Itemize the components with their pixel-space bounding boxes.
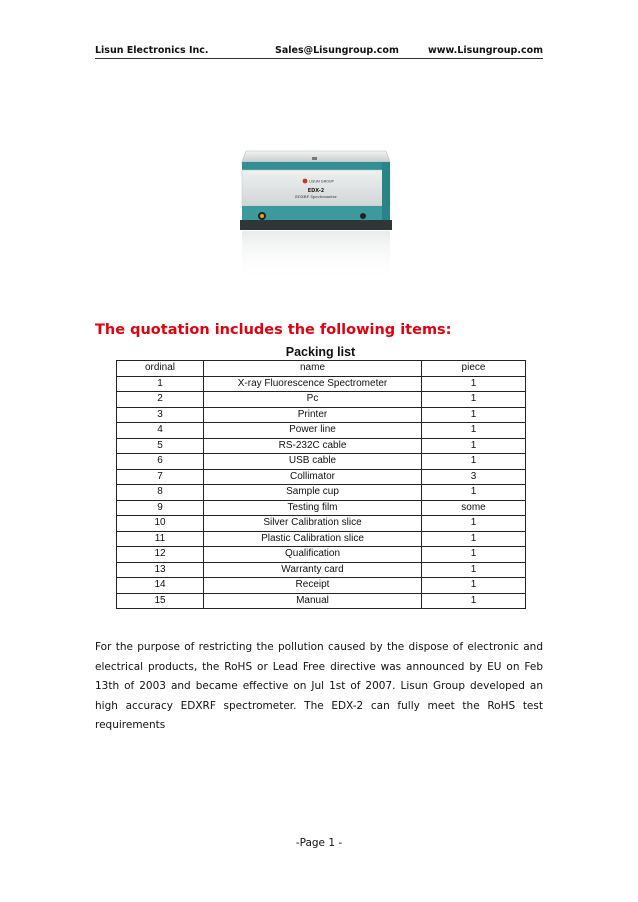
cell-name: Pc <box>204 392 422 408</box>
cell-piece: 1 <box>422 376 526 392</box>
section-title: The quotation includes the following items: <box>95 322 452 338</box>
floor-reflection <box>242 231 390 281</box>
cell-piece: 1 <box>422 578 526 594</box>
table-header-row <box>117 361 526 377</box>
spectrometer-base <box>240 220 392 230</box>
page-header <box>95 44 543 59</box>
cell-piece: 1 <box>422 392 526 408</box>
cell-name: Collimator <box>204 469 422 485</box>
cell-ordinal: 7 <box>117 469 204 485</box>
cell-piece: 1 <box>422 531 526 547</box>
cell-ordinal: 10 <box>117 516 204 532</box>
model-label: EDX-2 <box>307 188 325 194</box>
header-company: Lisun Electronics Inc. <box>95 45 209 56</box>
table-row <box>117 438 526 454</box>
table-row <box>117 593 526 609</box>
cell-name: Power line <box>204 423 422 439</box>
table-row <box>117 423 526 439</box>
cell-piece: 3 <box>422 469 526 485</box>
table-row <box>117 547 526 563</box>
packing-list-table <box>116 360 526 609</box>
table-row <box>117 407 526 423</box>
table-row <box>117 516 526 532</box>
cell-piece: 1 <box>422 562 526 578</box>
teal-band <box>242 162 390 170</box>
cell-name: Silver Calibration slice <box>204 516 422 532</box>
cell-name: Manual <box>204 593 422 609</box>
type-label: EDXRF Spectrometer <box>295 194 337 199</box>
cell-piece: 1 <box>422 593 526 609</box>
cell-ordinal: 3 <box>117 407 204 423</box>
cell-ordinal: 13 <box>117 562 204 578</box>
table-row <box>117 562 526 578</box>
product-image-edx2-spectrometer <box>236 146 394 286</box>
cell-piece: 1 <box>422 547 526 563</box>
cell-ordinal: 11 <box>117 531 204 547</box>
cell-name: Plastic Calibration slice <box>204 531 422 547</box>
cell-ordinal: 6 <box>117 454 204 470</box>
cell-ordinal: 1 <box>117 376 204 392</box>
table-row <box>117 531 526 547</box>
column-header-name: name <box>204 361 422 377</box>
cell-name: RS-232C cable <box>204 438 422 454</box>
cell-piece: 1 <box>422 485 526 501</box>
cell-name: Receipt <box>204 578 422 594</box>
table-row <box>117 454 526 470</box>
cell-ordinal: 5 <box>117 438 204 454</box>
column-header-ordinal: ordinal <box>117 361 204 377</box>
cell-piece: some <box>422 500 526 516</box>
cell-piece: 1 <box>422 454 526 470</box>
brand-label: LISUN GROUP <box>309 179 334 184</box>
cell-name: Testing film <box>204 500 422 516</box>
cell-name: Sample cup <box>204 485 422 501</box>
side-strip <box>382 162 390 220</box>
lid-latch <box>312 157 317 160</box>
page-number: -Page 1 - <box>295 837 343 849</box>
table-row <box>117 485 526 501</box>
cell-name: Printer <box>204 407 422 423</box>
cell-name: USB cable <box>204 454 422 470</box>
cell-ordinal: 2 <box>117 392 204 408</box>
brand-logo-icon <box>303 179 308 184</box>
status-indicator-icon <box>360 213 366 219</box>
cell-ordinal: 15 <box>117 593 204 609</box>
cell-name: X-ray Fluorescence Spectrometer <box>204 376 422 392</box>
cell-ordinal: 12 <box>117 547 204 563</box>
packing-list-caption: Packing list <box>285 345 356 359</box>
cell-piece: 1 <box>422 407 526 423</box>
cell-piece: 1 <box>422 438 526 454</box>
table-row <box>117 469 526 485</box>
header-email: Sales@Lisungroup.com <box>275 45 399 56</box>
header-website: www.Lisungroup.com <box>427 45 543 56</box>
cell-ordinal: 9 <box>117 500 204 516</box>
cell-ordinal: 8 <box>117 485 204 501</box>
cell-name: Qualification <box>204 547 422 563</box>
table-row <box>117 500 526 516</box>
cell-ordinal: 4 <box>117 423 204 439</box>
rohs-description-paragraph: For the purpose of restricting the pollution caused by the dispose of electronic and electrical products, the RoHS or Lead Free directive was announced by EU on Feb 13th of 2003 and became effective on Jul 1st of 2007. Lisun Group developed an high accuracy EDXRF spectrometer. The EDX-2 can fully meet the RoHS test requirements <box>95 641 543 731</box>
table-row <box>117 392 526 408</box>
spectrometer-lid <box>242 151 390 162</box>
column-header-piece: piece <box>422 361 526 377</box>
cell-name: Warranty card <box>204 562 422 578</box>
cell-piece: 1 <box>422 516 526 532</box>
table-row <box>117 376 526 392</box>
cell-ordinal: 14 <box>117 578 204 594</box>
cell-piece: 1 <box>422 423 526 439</box>
table-row <box>117 578 526 594</box>
